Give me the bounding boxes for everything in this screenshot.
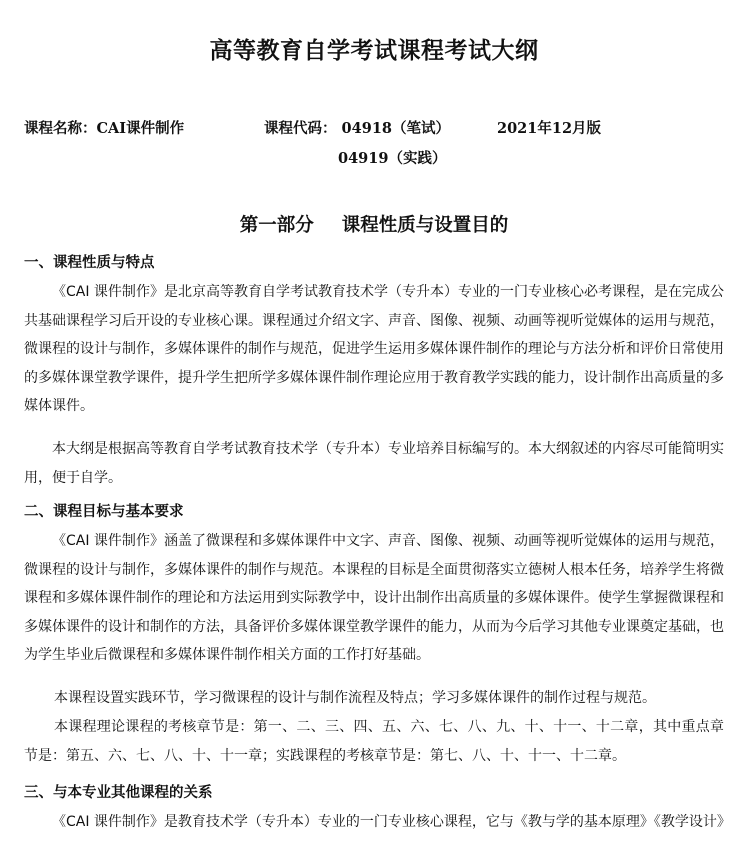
section-heading-3: 三、与本专业其他课程的关系	[24, 784, 213, 801]
section-1-paragraph-1: 《CAI 课件制作》是北京高等教育自学考试教育技术学（专升本）专业的一门专业核心必考课程，是在完成公共基础课程学习后开设的专业核心课。课程通过介绍文字、声音、图像、视频、动画等视听觉媒体的运用与规范，微课程的设计与制作，多媒体课件的制作与规范，促进学生运用多媒体课件制作的理论与方法分析和评价日常使用的多媒体课堂教学课件，提升学生把所学多媒体课件制作理论应用于教育教学实践的能力，设计制作出高质量的多媒体课件。	[24, 284, 724, 414]
course-code-practice: 04919（实践）	[338, 150, 447, 167]
part-heading	[0, 211, 748, 237]
section-heading-1: 一、课程性质与特点	[24, 254, 155, 271]
section-heading-2: 二、课程目标与基本要求	[24, 503, 184, 520]
section-2-paragraph-1: 《CAI 课件制作》涵盖了微课程和多媒体课件中文字、声音、图像、视频、动画等视听觉媒体的运用与规范，微课程的设计与制作，多媒体课件的制作与规范。本课程的目标是全面贯彻落实立德树人根本任务，培养学生将微课程和多媒体课件制作的理论和方法运用到实际教学中，设计出制作出高质量的多媒体课件。使学生掌握微课程和多媒体课件的设计和制作的方法，具备评价多媒体课堂教学课件的能力，从而为今后学习其他专业课奠定基础，也为学生毕业后微课程和多媒体课件制作相关方面的工作打好基础。	[24, 533, 724, 663]
section-2-paragraph-3: 本课程理论课程的考核章节是：第一、二、三、四、五、六、七、八、九、十、十一、十二章，其中重点章节是：第五、六、七、八、十、十一章；实践课程的考核章节是：第七、八、十、十一、十二章。	[24, 719, 724, 764]
section-1-paragraph-2: 本大纲是根据高等教育自学考试教育技术学（专升本）专业培养目标编写的。本大纲叙述的内容尽可能简明实用，便于自学。	[24, 441, 724, 486]
section-2-paragraph-2: 本课程设置实践环节，学习微课程的设计与制作流程及特点；学习多媒体课件的制作过程与规范。	[54, 690, 656, 706]
part-label: 第一部分	[239, 215, 314, 236]
document-title: 高等教育自学考试课程考试大纲	[209, 37, 539, 64]
edition: 2021年12月版	[497, 120, 602, 137]
course-name: 课程名称：CAI课件制作	[24, 120, 185, 137]
section-3-paragraph-1: 《CAI 课件制作》是教育技术学（专升本）专业的一门专业核心课程，它与《教与学的基本原理》《教学设计》	[52, 814, 731, 830]
part-title-text: 课程性质与设置目的	[341, 215, 509, 236]
course-code: 课程代码： 04918（笔试）	[264, 120, 450, 137]
